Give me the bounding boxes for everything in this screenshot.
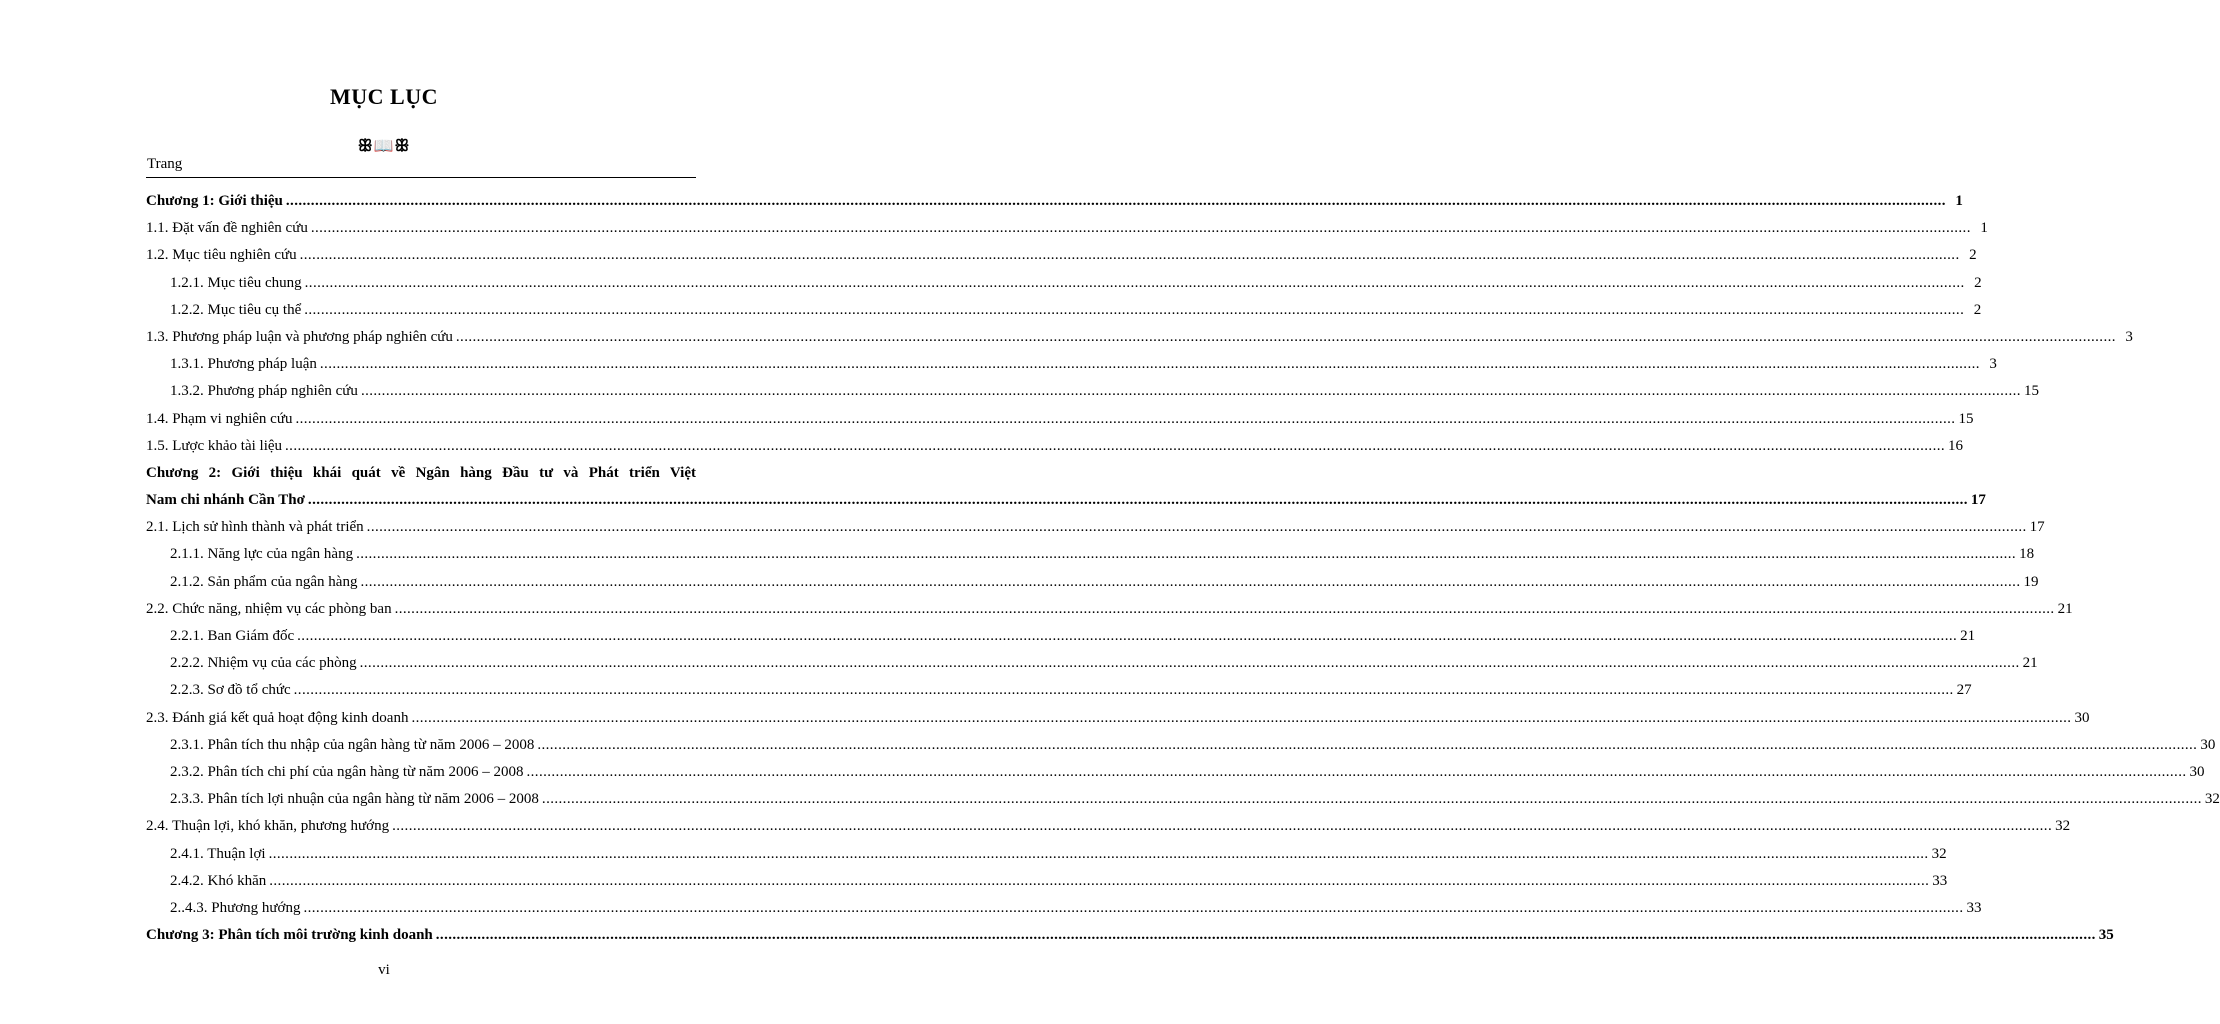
toc-leader-dots: ................................................................................................................................................................................................................................................................................................................................................................................................................ (293, 682, 1954, 699)
toc-entry-page: 32 (1931, 845, 1947, 862)
toc-entry-title: 2.2. Chức năng, nhiệm vụ các phòng ban (146, 600, 392, 617)
header-rule (146, 177, 696, 178)
toc-leader-dots: ................................................................................................................................................................................................................................................................................................................................................................................................................ (537, 736, 2198, 753)
toc-entry-page: 15 (2023, 383, 2039, 400)
toc-entry[interactable] (146, 628, 1976, 655)
toc-entry-title: Nam chi nhánh Cần Thơ (146, 492, 305, 509)
toc-entry-page: 1 (1980, 220, 1988, 237)
toc-entry-title: 2.4. Thuận lợi, khó khăn, phương hướng (146, 818, 390, 835)
table-of-contents (146, 193, 2220, 954)
toc-entry[interactable] (146, 845, 1947, 873)
toc-entry[interactable] (146, 383, 2039, 410)
toc-leader-dots: ................................................................................................................................................................................................................................................................................................................................................................................................................ (285, 193, 1946, 209)
toc-entry-page: 30 (2189, 763, 2205, 780)
toc-entry[interactable] (146, 492, 1986, 519)
toc-entry-page: 15 (1958, 410, 1974, 427)
toc-entry-title: 1.2. Mục tiêu nghiên cứu (146, 247, 297, 264)
toc-entry-page: 21 (1960, 628, 1976, 644)
toc-entry[interactable] (146, 328, 2133, 356)
toc-entry[interactable] (146, 301, 1982, 329)
toc-entry[interactable] (146, 220, 1988, 247)
toc-leader-dots: ................................................................................................................................................................................................................................................................................................................................................................................................................ (297, 628, 1958, 644)
toc-entry-title: Chương 3: Phân tích môi trường kinh doanh (146, 927, 433, 944)
toc-entry[interactable] (146, 709, 2090, 737)
toc-leader-dots: ................................................................................................................................................................................................................................................................................................................................................................................................................ (526, 763, 2187, 780)
toc-entry[interactable] (146, 872, 1948, 900)
toc-leader-dots: ................................................................................................................................................................................................................................................................................................................................................................................................................ (455, 328, 2116, 345)
toc-leader-dots: ................................................................................................................................................................................................................................................................................................................................................................................................................ (304, 301, 1965, 318)
toc-entry-title: 2.1. Lịch sử hình thành và phát triển (146, 519, 364, 536)
toc-entry-title: 2.3. Đánh giá kết quả hoạt động kinh doanh (146, 709, 409, 726)
toc-entry-title: 2.4.2. Khó khăn (170, 872, 267, 889)
toc-leader-dots: ................................................................................................................................................................................................................................................................................................................................................................................................................ (319, 356, 1980, 373)
toc-entry[interactable] (146, 600, 2073, 628)
toc-entry-title: 2.2.1. Ban Giám đốc (170, 628, 295, 644)
ornament-divider: ꕥ📖ꕥ (357, 138, 411, 155)
toc-entry-page: 30 (2200, 736, 2216, 753)
toc-entry-page: 1 (1955, 193, 1963, 209)
toc-leader-dots: ................................................................................................................................................................................................................................................................................................................................................................................................................ (268, 845, 1929, 862)
toc-entry-title: 1.5. Lược khảo tài liệu (146, 437, 283, 454)
toc-entry-page: 27 (1956, 682, 1972, 699)
toc-entry-page: 21 (2022, 655, 2038, 672)
toc-entry-title: 2.1.1. Năng lực của ngân hàng (170, 546, 354, 563)
toc-entry-page: 18 (2019, 546, 2035, 563)
toc-leader-dots: ................................................................................................................................................................................................................................................................................................................................................................................................................ (303, 899, 1964, 916)
page-number: vi (378, 962, 390, 978)
toc-entry-title: 2.2.2. Nhiệm vụ của các phòng (170, 655, 357, 672)
toc-leader-dots: ................................................................................................................................................................................................................................................................................................................................................................................................................ (359, 655, 2020, 672)
toc-entry-title: Chương 1: Giới thiệu (146, 193, 283, 209)
toc-entry-title: Chương 2: Giới thiệu khái quát về Ngân hàng Đầu tư và Phát triển Việt (146, 464, 696, 481)
toc-entry-title: 2..4.3. Phương hướng (170, 899, 301, 916)
toc-entry-page: 32 (2055, 818, 2071, 835)
toc-leader-dots: ................................................................................................................................................................................................................................................................................................................................................................................................................ (307, 492, 1968, 509)
toc-entry-page: 2 (1969, 247, 1977, 264)
toc-leader-dots: ................................................................................................................................................................................................................................................................................................................................................................................................................ (295, 410, 1956, 427)
toc-entry[interactable] (146, 546, 2035, 573)
toc-entry[interactable] (146, 927, 2114, 954)
toc-entry[interactable] (146, 818, 2071, 845)
toc-leader-dots: ................................................................................................................................................................................................................................................................................................................................................................................................................ (392, 818, 2053, 835)
toc-leader-dots: ................................................................................................................................................................................................................................................................................................................................................................................................................ (366, 519, 2027, 536)
toc-entry[interactable] (146, 437, 1964, 465)
toc-entry-title: 2.3.2. Phân tích chi phí của ngân hàng từ năm 2006 – 2008 (170, 763, 524, 780)
toc-entry-page: 17 (1970, 492, 1986, 509)
toc-entry[interactable] (146, 274, 1982, 302)
toc-entry[interactable] (146, 791, 2220, 818)
toc-entry[interactable] (146, 573, 2039, 601)
toc-entry[interactable] (146, 763, 2205, 791)
toc-entry[interactable] (146, 465, 696, 492)
toc-entry-title: 1.3.2. Phương pháp nghiên cứu (170, 383, 358, 400)
toc-entry[interactable] (146, 519, 2045, 546)
toc-leader-dots: ................................................................................................................................................................................................................................................................................................................................................................................................................ (360, 573, 2021, 590)
toc-leader-dots: ................................................................................................................................................................................................................................................................................................................................................................................................................ (356, 546, 2017, 563)
toc-entry-title: 1.3. Phương pháp luận và phương pháp nghiên cứu (146, 328, 453, 345)
toc-entry-title: 2.3.3. Phân tích lợi nhuận của ngân hàng từ năm 2006 – 2008 (170, 791, 539, 808)
toc-leader-dots: ................................................................................................................................................................................................................................................................................................................................................................................................................ (269, 872, 1930, 889)
toc-entry-title: 2.1.2. Sản phẩm của ngân hàng (170, 573, 358, 590)
toc-entry[interactable] (146, 655, 2038, 682)
toc-entry-title: 2.2.3. Sơ đồ tổ chức (170, 682, 291, 699)
toc-leader-dots: ................................................................................................................................................................................................................................................................................................................................................................................................................ (299, 247, 1960, 264)
toc-entry-title: 1.4. Phạm vi nghiên cứu (146, 410, 293, 427)
toc-leader-dots: ................................................................................................................................................................................................................................................................................................................................................................................................................ (360, 383, 2021, 400)
page-title: MỤC LỤC (330, 84, 438, 109)
toc-entry[interactable] (146, 193, 1963, 220)
toc-leader-dots: ................................................................................................................................................................................................................................................................................................................................................................................................................ (285, 437, 1946, 454)
toc-entry-title: 2.4.1. Thuận lợi (170, 845, 266, 862)
toc-leader-dots: ................................................................................................................................................................................................................................................................................................................................................................................................................ (541, 791, 2202, 808)
toc-leader-dots: ................................................................................................................................................................................................................................................................................................................................................................................................................ (411, 709, 2072, 726)
toc-entry-page: 3 (1989, 356, 1997, 373)
toc-entry-page: 16 (1948, 437, 1964, 454)
toc-entry-page: 30 (2074, 709, 2090, 726)
toc-entry-page: 33 (1932, 872, 1948, 889)
toc-entry[interactable] (146, 356, 1997, 383)
toc-entry-page: 19 (2023, 573, 2039, 590)
toc-entry[interactable] (146, 410, 1974, 438)
toc-leader-dots: ................................................................................................................................................................................................................................................................................................................................................................................................................ (310, 220, 1971, 237)
page-column-label: Trang (147, 156, 183, 172)
toc-entry-title: 2.3.1. Phân tích thu nhập của ngân hàng từ năm 2006 – 2008 (170, 736, 535, 753)
toc-entry-page: 35 (2098, 927, 2114, 944)
toc-leader-dots: ................................................................................................................................................................................................................................................................................................................................................................................................................ (304, 274, 1965, 291)
toc-entry-page: 17 (2029, 519, 2045, 536)
toc-entry-page: 2 (1973, 301, 1982, 318)
toc-entry-page: 33 (1966, 899, 1982, 916)
toc-entry[interactable] (146, 682, 1972, 709)
toc-entry-page: 2 (1974, 274, 1982, 291)
toc-entry-page: 32 (2204, 791, 2220, 808)
toc-entry[interactable] (146, 736, 2216, 764)
toc-entry[interactable] (146, 899, 1982, 927)
toc-leader-dots: ................................................................................................................................................................................................................................................................................................................................................................................................................ (394, 600, 2055, 617)
toc-entry[interactable] (146, 247, 1977, 274)
toc-entry-page: 3 (2125, 328, 2133, 345)
toc-entry-title: 1.2.2. Mục tiêu cụ thể (170, 301, 302, 318)
toc-entry-title: 1.1. Đặt vấn đề nghiên cứu (146, 220, 308, 237)
toc-leader-dots: ................................................................................................................................................................................................................................................................................................................................................................................................................ (435, 927, 2096, 944)
toc-entry-page: 21 (2057, 600, 2073, 617)
toc-entry-title: 1.2.1. Mục tiêu chung (170, 274, 302, 291)
toc-entry-title: 1.3.1. Phương pháp luận (170, 356, 317, 373)
